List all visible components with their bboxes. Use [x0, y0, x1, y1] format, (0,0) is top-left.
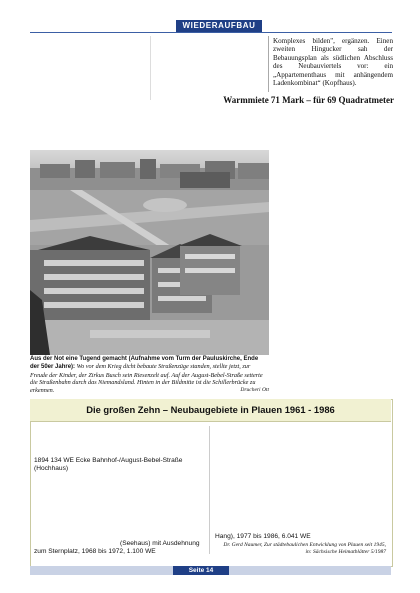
aerial-city-photo	[30, 150, 269, 355]
photo-credit: Drucheri Ott	[240, 386, 269, 393]
list-item: (Seehaus) mit Ausdehnung	[120, 540, 200, 547]
info-box-title: Die großen Zehn – Neubaugebiete in Plauen 1961 - 1986	[30, 399, 391, 422]
header-rule	[30, 32, 392, 33]
photo-caption	[30, 355, 269, 394]
caption-text: Wo vor dem Krieg dicht bebaute Straßenzüge standen, stellte jetzt, zur Freude der Kinder, der Zirkus Busch sein Riesenzelt auf. Auf der August-Bebel-Straße setterte die Straßenbahn durch das Niemandsland. Hinten in der Bildmitte ist die Schillerbrücke zu erkennen.	[30, 363, 263, 394]
list-item: 1894 134 WE Ecke Bahnhof-/August-Bebel-Straße (Hochhaus)	[34, 457, 183, 472]
historic-photo	[30, 150, 269, 355]
source-line: in: Sächsische Heimatblätter 5/1987	[305, 549, 386, 555]
source-line: Dr. Gerd Naumer, Zur städtebaulichen Entwicklung von Plauen seit 1945,	[223, 542, 386, 548]
page-number: Seite 14	[173, 566, 229, 575]
list-item: Hang), 1977 bis 1986, 6.041 WE	[215, 533, 311, 540]
info-box-divider	[209, 426, 210, 554]
list-item: zum Sternplatz, 1968 bis 1972, 1.100 WE	[34, 548, 156, 555]
column-divider-left	[150, 36, 151, 100]
intro-paragraph: Komplexes bilden", ergänzen. Einen zweiten Hingucker sah der Bebauungsplan als südlichen Abschluss des Neubauviertels vor: ein „Appartementhaus mit anhängendem Ladenkombinat“ (Kopfhaus).	[273, 37, 393, 88]
subheading: Warmmiete 71 Mark – für 69 Quadratmeter	[223, 95, 394, 105]
column-divider	[268, 36, 269, 92]
caption-lead: Aus der Not eine Tugend gemacht (Aufnahme vom Turm der Pauluskirche, Ende der 50er Jahre):	[30, 356, 259, 371]
section-header: WIEDERAUFBAU	[176, 20, 262, 32]
